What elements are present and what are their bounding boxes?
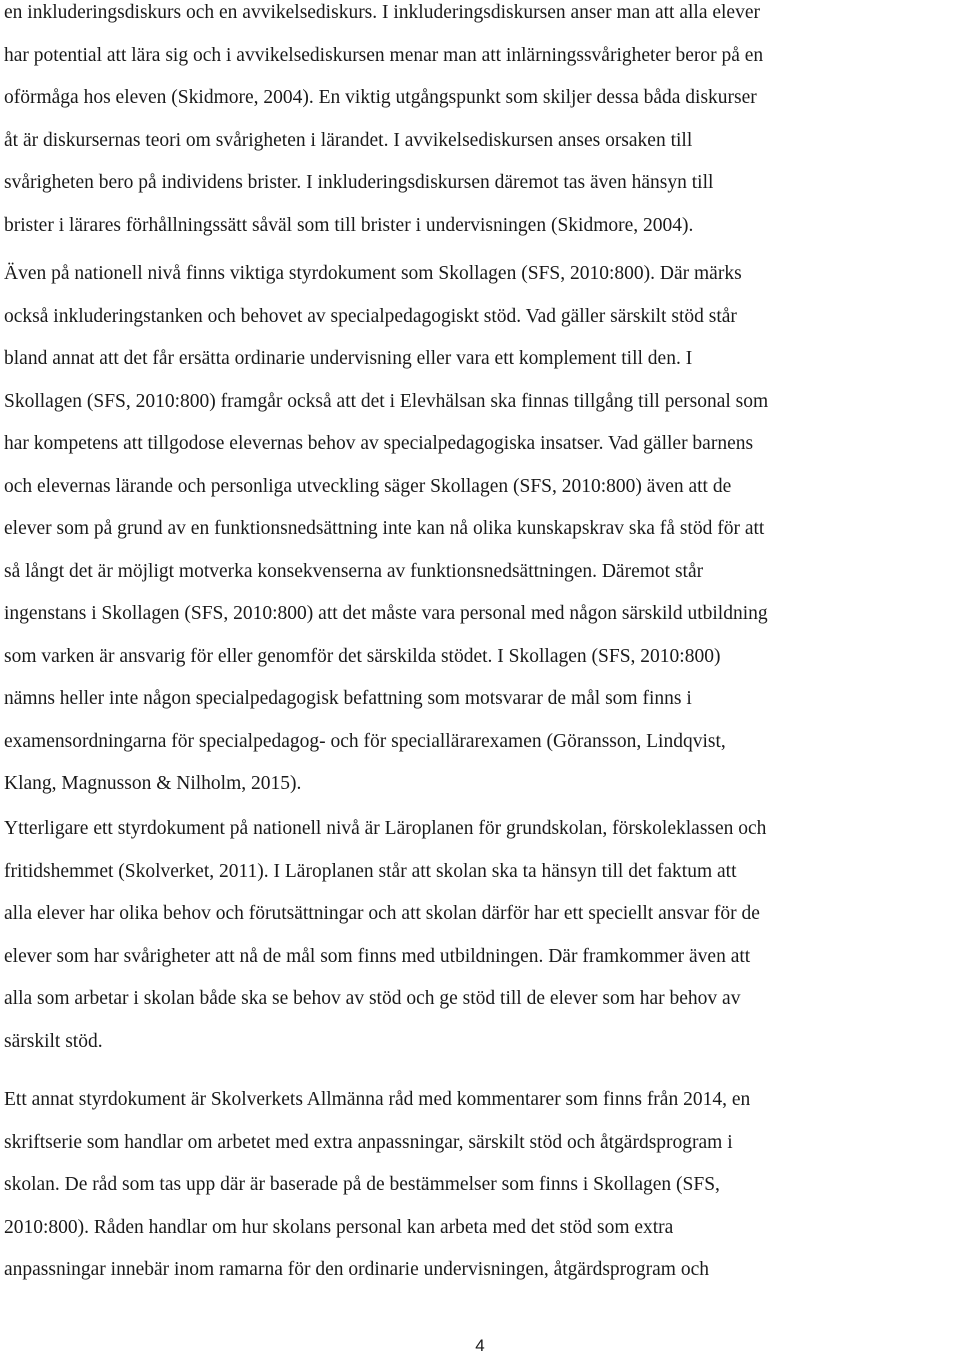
text-line: så långt det är möjligt motverka konsekvenserna av funktionsnedsättningen. Däremot står	[4, 560, 704, 582]
text-line: också inkluderingstanken och behovet av specialpedagogiskt stöd. Vad gäller särskilt stöd står	[4, 305, 737, 327]
text-line: har potential att lära sig och i avvikelsediskursen menar man att inlärningssvårigheter beror på en	[4, 44, 764, 66]
text-line: åt är diskursernas teori om svårigheten i lärandet. I avvikelsediskursen anses orsaken till	[4, 129, 693, 151]
text-line: Klang, Magnusson & Nilholm, 2015).	[4, 773, 302, 794]
text-line: särskilt stöd.	[4, 1030, 103, 1052]
text-line: fritidshemmet (Skolverket, 2011). I Läroplanen står att skolan ska ta hänsyn till det faktum att	[4, 860, 737, 882]
text-line: Ett annat styrdokument är Skolverkets Allmänna råd med kommentarer som finns från 2014, en	[4, 1089, 751, 1110]
text-line: elever som har svårigheter att nå de mål som finns med utbildningen. Där framkommer även att	[4, 945, 751, 967]
text-line: Ytterligare ett styrdokument på nationell nivå är Läroplanen för grundskolan, förskoleklassen och	[4, 818, 767, 839]
text-line: alla elever har olika behov och förutsättningar och att skolan därför har ett speciellt ansvar för de	[4, 903, 760, 924]
paragraph-1	[4, 0, 763, 247]
text-line: examensordningarna för specialpedagog- och för speciallärarexamen (Göransson, Lindqvist,	[4, 730, 726, 752]
text-line: Skollagen (SFS, 2010:800) framgår också att det i Elevhälsan ska finnas tillgång till personal som	[4, 390, 769, 412]
text-line: skriftserie som handlar om arbetet med extra anpassningar, särskilt stöd och åtgärdsprogram i	[4, 1131, 733, 1153]
paragraph-3	[4, 808, 766, 1063]
text-line: och elevernas lärande och personliga utveckling säger Skollagen (SFS, 2010:800) även att de	[4, 475, 732, 497]
text-line: som varken är ansvarig för eller genomför det särskilda stödet. I Skollagen (SFS, 2010:800)	[4, 645, 721, 667]
text-line: 2010:800). Råden handlar om hur skolans personal kan arbeta med det stöd som extra	[4, 1216, 674, 1238]
page-number: 4	[475, 1336, 485, 1355]
text-line: Även på nationell nivå finns viktiga styrdokument som Skollagen (SFS, 2010:800). Där märks	[4, 263, 742, 284]
text-line: har kompetens att tillgodose elevernas behov av specialpedagogiska insatser. Vad gäller barnens	[4, 433, 754, 454]
text-line: alla som arbetar i skolan både ska se behov av stöd och ge stöd till de elever som har behov av	[4, 988, 741, 1009]
text-line: oförmåga hos eleven (Skidmore, 2004). En viktig utgångspunkt som skiljer dessa båda diskurser	[4, 87, 757, 108]
text-line: en inkluderingsdiskurs och en avvikelsediskurs. I inkluderingsdiskursen anser man att alla elever	[4, 2, 760, 23]
text-line: brister i lärares förhållningssätt såväl som till brister i undervisningen (Skidmore, 2004).	[4, 214, 694, 236]
paragraph-2	[4, 253, 768, 806]
text-line: elever som på grund av en funktionsnedsättning inte kan nå olika kunskapskrav ska få stöd för att	[4, 518, 765, 539]
text-line: ingenstans i Skollagen (SFS, 2010:800) att det måste vara personal med någon särskild utbildning	[4, 603, 768, 624]
text-line: bland annat att det får ersätta ordinarie undervisning eller vara ett komplement till den. I	[4, 348, 693, 369]
text-line: anpassningar innebär inom ramarna för den ordinarie undervisningen, åtgärdsprogram och	[4, 1259, 710, 1280]
text-line: svårigheten bero på individens brister. I inkluderingsdiskursen däremot tas även hänsyn till	[4, 172, 714, 193]
text-line: nämns heller inte någon specialpedagogisk befattning som motsvarar de mål som finns i	[4, 688, 692, 709]
text-line: skolan. De råd som tas upp där är baserade på de bestämmelser som finns i Skollagen (SFS,	[4, 1174, 720, 1195]
paragraph-4	[4, 1079, 750, 1292]
